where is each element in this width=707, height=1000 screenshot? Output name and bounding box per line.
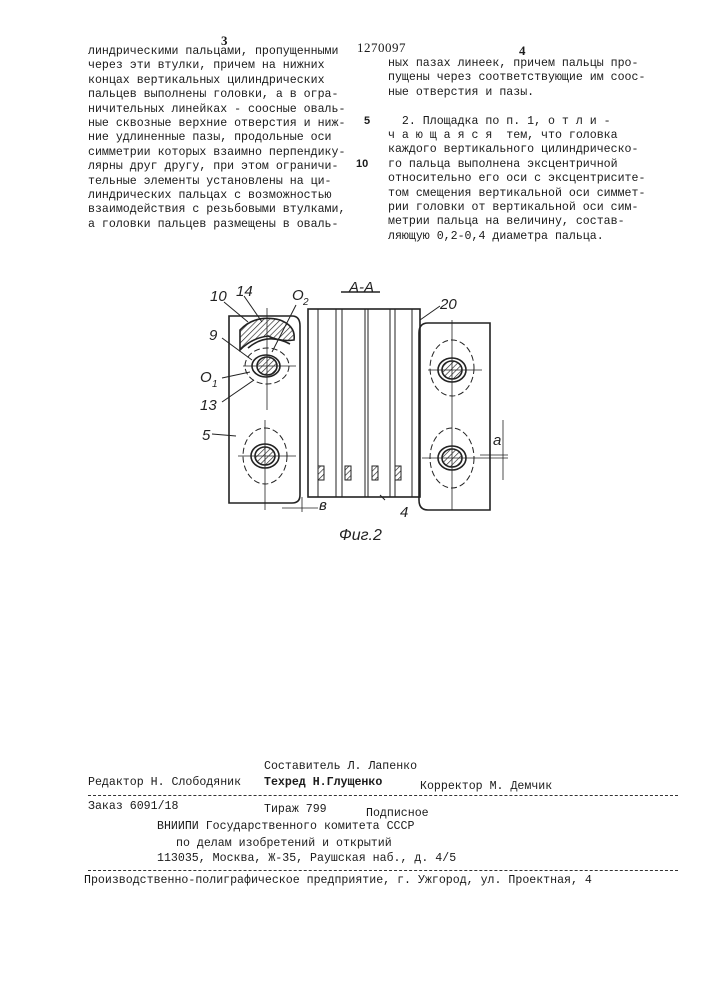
label-4: 4 (400, 504, 408, 521)
label-20: 20 (439, 296, 457, 313)
text-line: лярны друг другу, при этом ограничи- (88, 160, 345, 174)
document-number: 1270097 (357, 40, 406, 56)
page-number-left: 3 (221, 33, 228, 49)
text-line: метрии пальца на величину, состав- (388, 215, 645, 229)
patent-page (0, 0, 707, 1000)
text-line: ч а ю щ а я с я тем, что головка (388, 129, 645, 143)
label-5: 5 (202, 427, 211, 444)
label-o1: O (200, 369, 212, 386)
text-line: линдрических пальцах с возможностью (88, 189, 345, 203)
text-line: ляющую 0,2-0,4 диаметра пальца. (388, 230, 645, 244)
text-line: каждого вертикального цилиндрическо- (388, 143, 645, 157)
right-text-column (388, 57, 645, 244)
figure-2-drawing (195, 270, 515, 550)
divider (88, 795, 678, 796)
circulation: Тираж 799 (264, 803, 327, 816)
label-b: в (319, 497, 327, 514)
text-line: ные сквозные верхние отверстия и ниж- (88, 117, 345, 131)
left-text-column (88, 45, 345, 232)
text-line: взаимодействия с резьбовыми втулками, (88, 203, 345, 217)
text-line: концах вертикальных цилиндрических (88, 74, 345, 88)
label-9: 9 (209, 327, 218, 344)
text-line: ничительных линейках - соосные оваль- (88, 103, 345, 117)
line-number-5: 5 (364, 115, 370, 127)
printer: Производственно-полиграфическое предприятие, г. Ужгород, ул. Проектная, 4 (84, 874, 592, 887)
text-line: том смещения вертикальной оси симмет- (388, 187, 645, 201)
address: 113035, Москва, Ж-35, Раушская наб., д. 4/5 (157, 852, 456, 865)
text-line: линдрическими пальцами, пропущенными (88, 45, 345, 59)
line-number-10: 10 (356, 158, 368, 170)
text-line: го пальца выполнена эксцентричной (388, 158, 645, 172)
label-10: 10 (210, 288, 227, 305)
text-line: пущены через соответствующие им соос- (388, 71, 645, 85)
label-o2-sub: 2 (302, 297, 309, 308)
page-number-right: 4 (519, 43, 526, 59)
label-a: a (493, 432, 501, 449)
right-ruler (419, 323, 490, 510)
text-line: относительно его оси с эксцентрисите- (388, 172, 645, 186)
divider (88, 870, 678, 871)
compiler: Составитель Л. Лапенко (264, 760, 417, 773)
corrector: Корректор М. Демчик (420, 780, 552, 793)
section-label: А-А (348, 279, 374, 296)
label-o1-sub: 1 (212, 379, 218, 390)
figure-caption: Фиг.2 (339, 527, 382, 544)
order: Заказ 6091/18 (88, 800, 178, 813)
text-line: 2. Площадка по п. 1, о т л и - (388, 115, 645, 129)
text-line: рии головки от вертикальной оси сим- (388, 201, 645, 215)
text-line: а головки пальцев размещены в оваль- (88, 218, 345, 232)
org-line-1: ВНИИПИ Государственного комитета СССР (157, 820, 414, 833)
text-line: тельные элементы установлены на ци- (88, 175, 345, 189)
text-line: ние удлиненные пазы, продольные оси (88, 131, 345, 145)
text-line (388, 100, 645, 114)
org-line-2: по делам изобретений и открытий (176, 837, 392, 850)
text-line: через эти втулки, причем на нижних (88, 59, 345, 73)
label-13: 13 (200, 397, 217, 414)
label-o2: O (292, 287, 304, 304)
middle-section (308, 309, 420, 497)
text-line: пальцев выполнены головки, а в огра- (88, 88, 345, 102)
label-14: 14 (236, 283, 253, 300)
editor: Редактор Н. Слободяник (88, 776, 241, 789)
subscription: Подписное (366, 807, 429, 820)
text-line: ные отверстия и пазы. (388, 86, 645, 100)
text-line: симметрии которых взаимно перпендику- (88, 146, 345, 160)
text-line: ных пазах линеек, причем пальцы про- (388, 57, 645, 71)
techred: Техред Н.Глущенко (264, 776, 382, 789)
